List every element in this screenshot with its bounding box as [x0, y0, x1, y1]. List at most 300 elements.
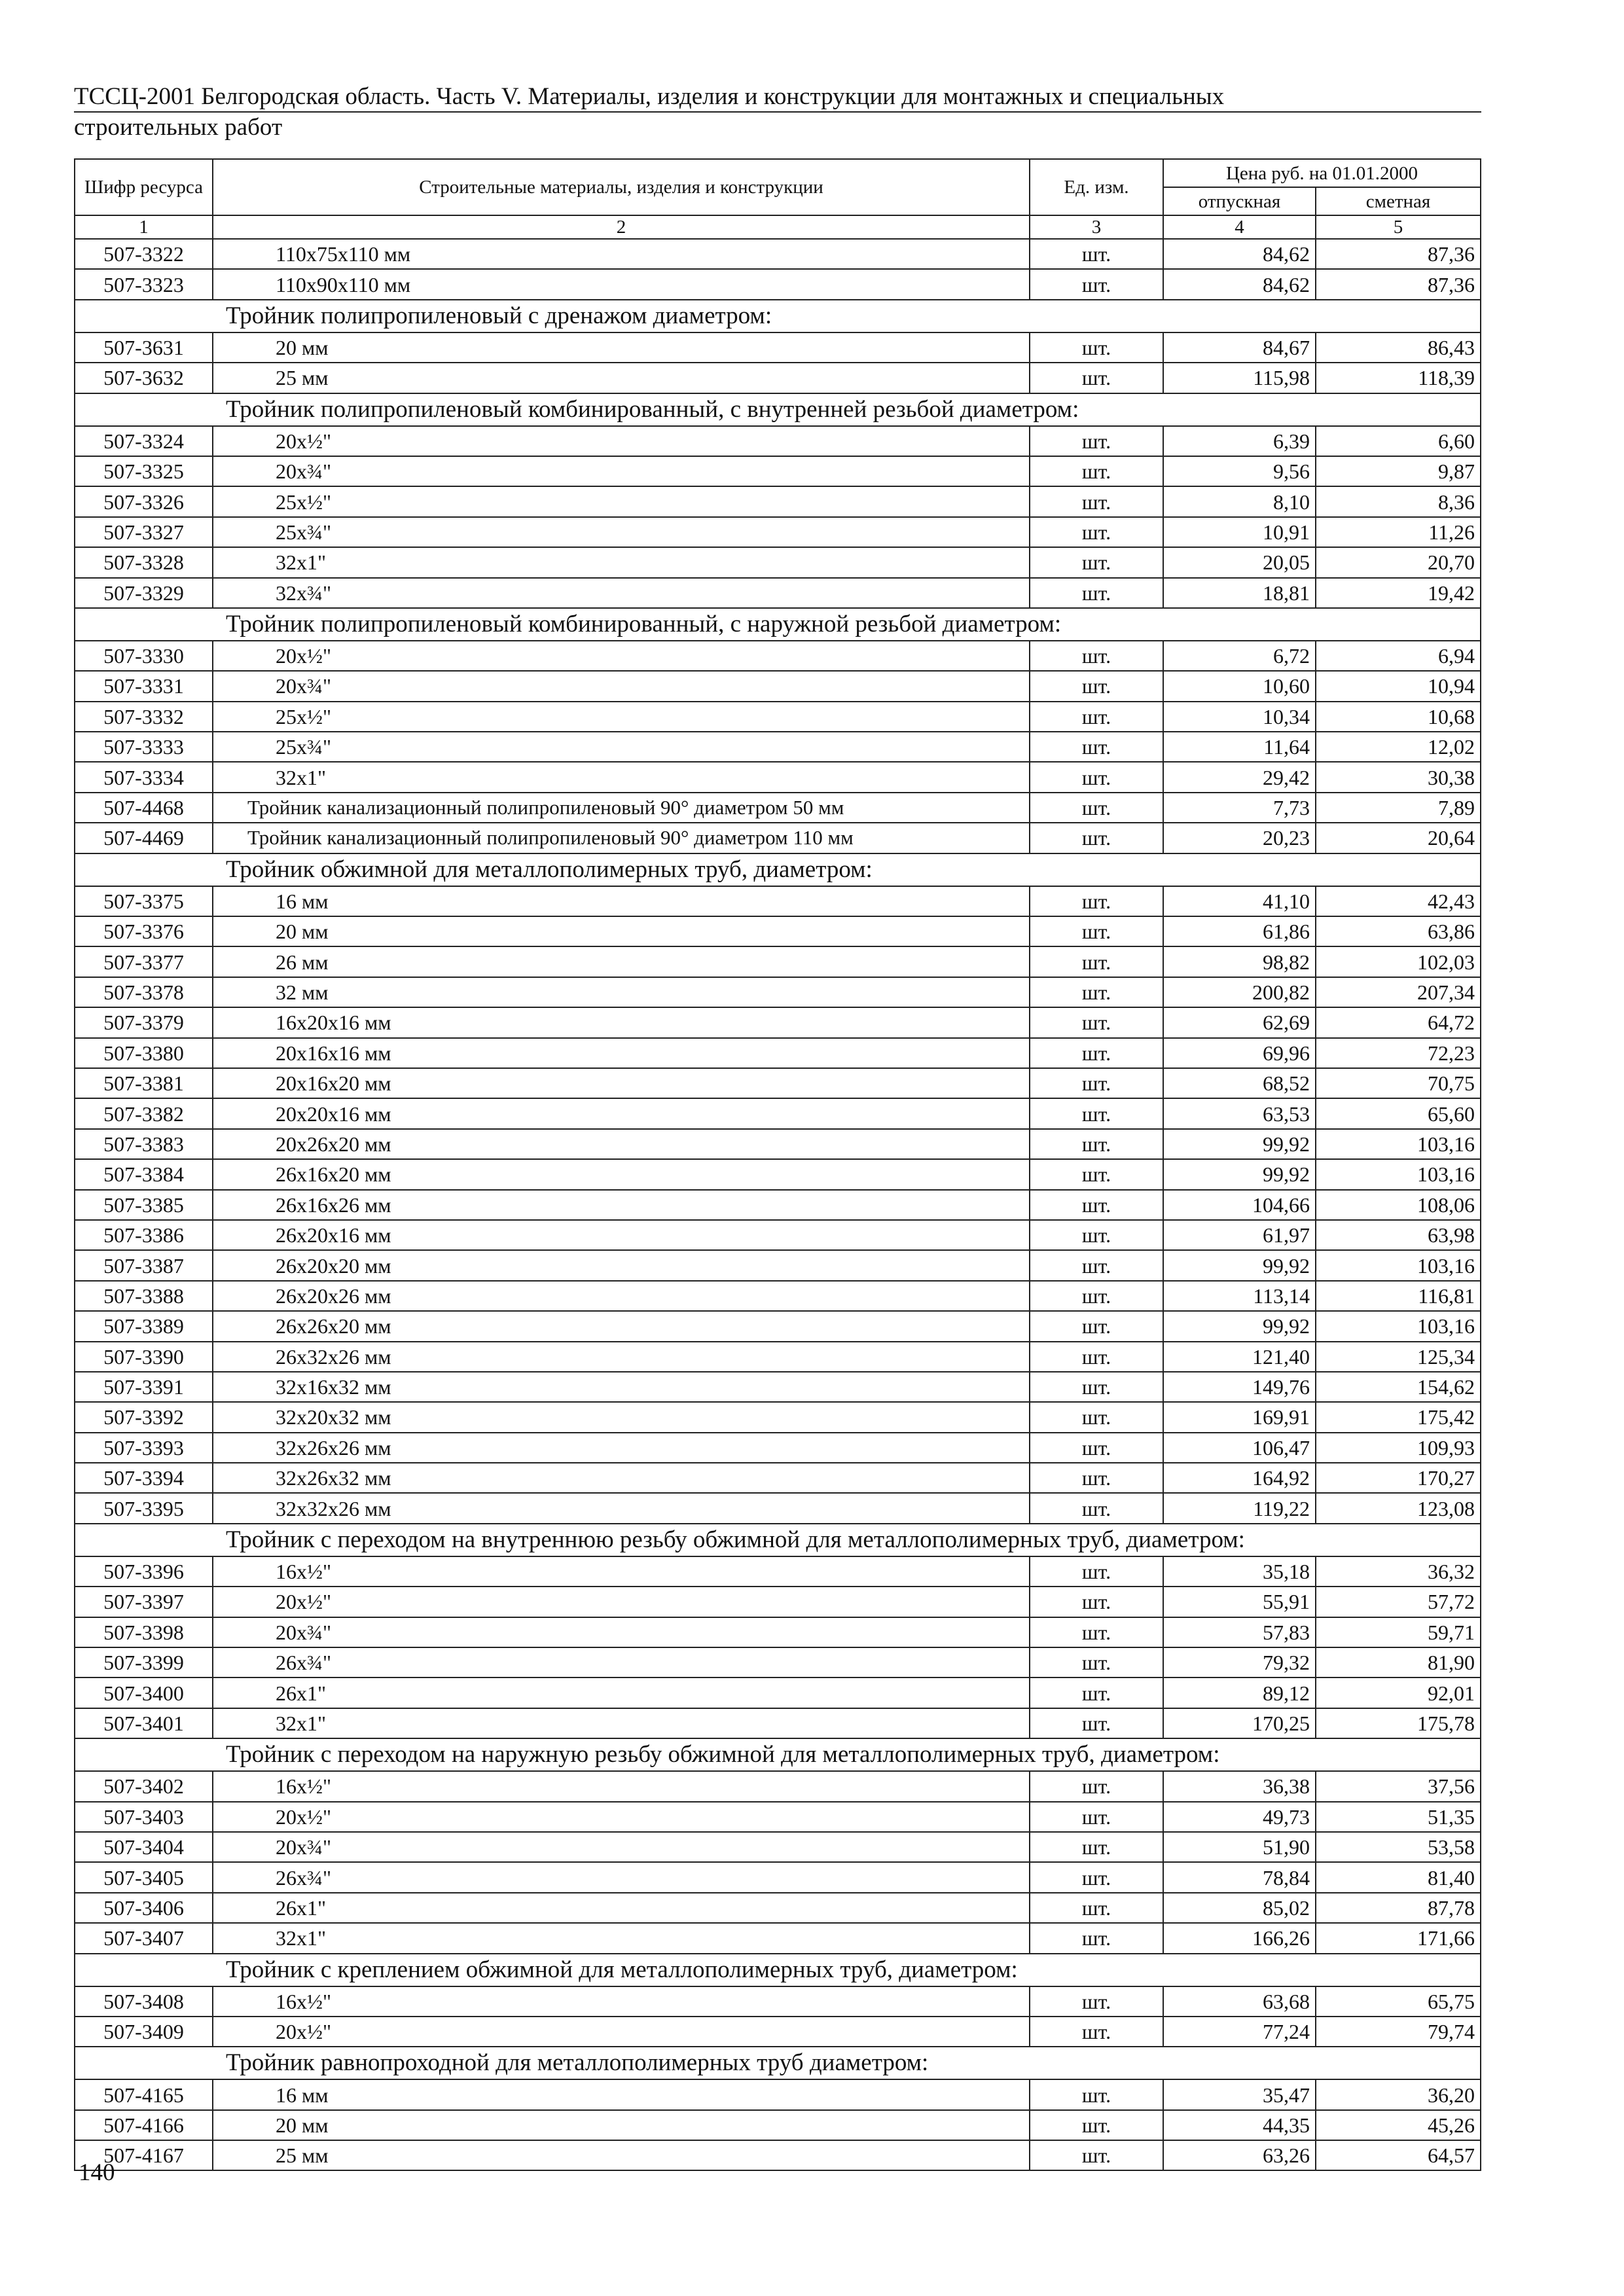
material-name: 20 мм [213, 2110, 1030, 2140]
table-row [75, 823, 1481, 853]
resource-code: 507-3322 [75, 239, 213, 269]
material-name: 20х½" [213, 1587, 1030, 1617]
release-price: 7,73 [1163, 793, 1316, 823]
material-name: 25х½" [213, 486, 1030, 516]
release-price: 63,68 [1163, 1986, 1316, 2017]
document-title [74, 83, 1481, 141]
table-row [75, 1647, 1481, 1677]
header-estimate-price: сметная [1316, 187, 1481, 215]
material-name: 20х16х16 мм [213, 1038, 1030, 1068]
estimate-price: 57,72 [1316, 1587, 1481, 1617]
section-heading-row [75, 300, 1481, 332]
unit-of-measure: шт. [1030, 578, 1163, 608]
resource-code: 507-3330 [75, 641, 213, 671]
unit-of-measure: шт. [1030, 1129, 1163, 1159]
estimate-price: 72,23 [1316, 1038, 1481, 1068]
resource-code: 507-3376 [75, 916, 213, 946]
table-row [75, 426, 1481, 456]
unit-of-measure: шт. [1030, 426, 1163, 456]
material-name: 26х32х26 мм [213, 1342, 1030, 1372]
section-heading-row [75, 608, 1481, 641]
material-name: 26х1" [213, 1893, 1030, 1923]
unit-of-measure: шт. [1030, 1038, 1163, 1068]
section-heading: Тройник с переходом на внутреннюю резьбу обжимной для металлополимерных труб, диаметром: [75, 1524, 1481, 1556]
release-price: 99,92 [1163, 1250, 1316, 1280]
material-name: 32х26х26 мм [213, 1433, 1030, 1463]
material-name: 25х¾" [213, 732, 1030, 762]
estimate-price: 170,27 [1316, 1463, 1481, 1493]
material-name: 20х½" [213, 1802, 1030, 1832]
table-row [75, 2110, 1481, 2140]
unit-of-measure: шт. [1030, 2110, 1163, 2140]
table-row [75, 578, 1481, 608]
estimate-price: 70,75 [1316, 1068, 1481, 1098]
release-price: 18,81 [1163, 578, 1316, 608]
table-row [75, 641, 1481, 671]
release-price: 61,97 [1163, 1220, 1316, 1250]
release-price: 78,84 [1163, 1862, 1316, 1892]
col-number: 3 [1030, 215, 1163, 239]
resource-code: 507-3332 [75, 702, 213, 732]
resource-code: 507-3400 [75, 1677, 213, 1708]
price-table [74, 158, 1481, 2171]
unit-of-measure: шт. [1030, 762, 1163, 792]
table-row [75, 1311, 1481, 1341]
page-number: 140 [79, 2159, 115, 2186]
release-price: 106,47 [1163, 1433, 1316, 1463]
estimate-price: 103,16 [1316, 1250, 1481, 1280]
table-row [75, 517, 1481, 547]
estimate-price: 63,98 [1316, 1220, 1481, 1250]
table-row [75, 2017, 1481, 2047]
resource-code: 507-4468 [75, 793, 213, 823]
estimate-price: 42,43 [1316, 886, 1481, 916]
resource-code: 507-3384 [75, 1159, 213, 1189]
release-price: 51,90 [1163, 1832, 1316, 1862]
release-price: 99,92 [1163, 1159, 1316, 1189]
material-name: 16х20х16 мм [213, 1007, 1030, 1037]
estimate-price: 65,75 [1316, 1986, 1481, 2017]
estimate-price: 87,36 [1316, 239, 1481, 269]
resource-code: 507-3379 [75, 1007, 213, 1037]
release-price: 84,62 [1163, 269, 1316, 299]
table-row [75, 1159, 1481, 1189]
col-number: 4 [1163, 215, 1316, 239]
estimate-price: 125,34 [1316, 1342, 1481, 1372]
estimate-price: 12,02 [1316, 732, 1481, 762]
unit-of-measure: шт. [1030, 1677, 1163, 1708]
estimate-price: 79,74 [1316, 2017, 1481, 2047]
estimate-price: 45,26 [1316, 2110, 1481, 2140]
section-heading: Тройник равнопроходной для металлополимерных труб диаметром: [75, 2047, 1481, 2079]
estimate-price: 64,72 [1316, 1007, 1481, 1037]
release-price: 85,02 [1163, 1893, 1316, 1923]
resource-code: 507-3331 [75, 671, 213, 701]
material-name: 16 мм [213, 886, 1030, 916]
material-name: 110х90х110 мм [213, 269, 1030, 299]
unit-of-measure: шт. [1030, 363, 1163, 393]
unit-of-measure: шт. [1030, 1402, 1163, 1432]
unit-of-measure: шт. [1030, 2079, 1163, 2109]
unit-of-measure: шт. [1030, 886, 1163, 916]
table-row [75, 1220, 1481, 1250]
estimate-price: 64,57 [1316, 2140, 1481, 2170]
resource-code: 507-3323 [75, 269, 213, 299]
material-name: 26х20х20 мм [213, 1250, 1030, 1280]
section-heading-row [75, 1524, 1481, 1556]
resource-code: 507-3396 [75, 1556, 213, 1587]
release-price: 9,56 [1163, 456, 1316, 486]
title-line-2: строительных работ [74, 114, 283, 141]
estimate-price: 175,42 [1316, 1402, 1481, 1432]
unit-of-measure: шт. [1030, 1893, 1163, 1923]
material-name: 26х1" [213, 1677, 1030, 1708]
table-row [75, 1986, 1481, 2017]
release-price: 89,12 [1163, 1677, 1316, 1708]
table-row [75, 486, 1481, 516]
release-price: 69,96 [1163, 1038, 1316, 1068]
table-row [75, 702, 1481, 732]
unit-of-measure: шт. [1030, 517, 1163, 547]
header-price: Цена руб. на 01.01.2000 [1163, 159, 1481, 187]
release-price: 20,23 [1163, 823, 1316, 853]
unit-of-measure: шт. [1030, 671, 1163, 701]
resource-code: 507-3378 [75, 977, 213, 1007]
estimate-price: 118,39 [1316, 363, 1481, 393]
release-price: 10,60 [1163, 671, 1316, 701]
estimate-price: 8,36 [1316, 486, 1481, 516]
table-row [75, 1556, 1481, 1587]
material-name: 20х20х16 мм [213, 1098, 1030, 1128]
resource-code: 507-3380 [75, 1038, 213, 1068]
header-code: Шифр ресурса [75, 159, 213, 215]
material-name: 32х26х32 мм [213, 1463, 1030, 1493]
resource-code: 507-3398 [75, 1617, 213, 1647]
table-row [75, 1007, 1481, 1037]
unit-of-measure: шт. [1030, 1250, 1163, 1280]
resource-code: 507-3390 [75, 1342, 213, 1372]
estimate-price: 37,56 [1316, 1771, 1481, 1801]
unit-of-measure: шт. [1030, 946, 1163, 977]
estimate-price: 154,62 [1316, 1372, 1481, 1402]
release-price: 169,91 [1163, 1402, 1316, 1432]
release-price: 98,82 [1163, 946, 1316, 977]
release-price: 6,39 [1163, 426, 1316, 456]
estimate-price: 108,06 [1316, 1190, 1481, 1220]
unit-of-measure: шт. [1030, 977, 1163, 1007]
table-row [75, 793, 1481, 823]
resource-code: 507-3409 [75, 2017, 213, 2047]
unit-of-measure: шт. [1030, 547, 1163, 577]
section-heading: Тройник полипропиленовый с дренажом диаметром: [75, 300, 1481, 332]
release-price: 62,69 [1163, 1007, 1316, 1037]
table-row [75, 456, 1481, 486]
table-row [75, 1771, 1481, 1801]
estimate-price: 207,34 [1316, 977, 1481, 1007]
resource-code: 507-3386 [75, 1220, 213, 1250]
resource-code: 507-4167 [75, 2140, 213, 2170]
material-name: 26 мм [213, 946, 1030, 977]
unit-of-measure: шт. [1030, 486, 1163, 516]
resource-code: 507-3402 [75, 1771, 213, 1801]
unit-of-measure: шт. [1030, 2017, 1163, 2047]
table-row [75, 1190, 1481, 1220]
resource-code: 507-3388 [75, 1281, 213, 1311]
material-name: 20х½" [213, 2017, 1030, 2047]
unit-of-measure: шт. [1030, 1098, 1163, 1128]
resource-code: 507-3407 [75, 1923, 213, 1953]
release-price: 149,76 [1163, 1372, 1316, 1402]
material-name: 32х1" [213, 547, 1030, 577]
release-price: 8,10 [1163, 486, 1316, 516]
estimate-price: 30,38 [1316, 762, 1481, 792]
unit-of-measure: шт. [1030, 702, 1163, 732]
estimate-price: 109,93 [1316, 1433, 1481, 1463]
estimate-price: 86,43 [1316, 332, 1481, 363]
material-name: 32х1" [213, 1708, 1030, 1738]
estimate-price: 81,90 [1316, 1647, 1481, 1677]
estimate-price: 87,78 [1316, 1893, 1481, 1923]
table-row [75, 886, 1481, 916]
material-name: 32х1" [213, 762, 1030, 792]
table-row [75, 1372, 1481, 1402]
unit-of-measure: шт. [1030, 1647, 1163, 1677]
resource-code: 507-3324 [75, 426, 213, 456]
release-price: 11,64 [1163, 732, 1316, 762]
release-price: 6,72 [1163, 641, 1316, 671]
estimate-price: 103,16 [1316, 1311, 1481, 1341]
release-price: 49,73 [1163, 1802, 1316, 1832]
resource-code: 507-4165 [75, 2079, 213, 2109]
unit-of-measure: шт. [1030, 1802, 1163, 1832]
unit-of-measure: шт. [1030, 456, 1163, 486]
estimate-price: 59,71 [1316, 1617, 1481, 1647]
resource-code: 507-3406 [75, 1893, 213, 1923]
release-price: 170,25 [1163, 1708, 1316, 1738]
table-row [75, 269, 1481, 299]
material-name: 20х16х20 мм [213, 1068, 1030, 1098]
unit-of-measure: шт. [1030, 823, 1163, 853]
resource-code: 507-3389 [75, 1311, 213, 1341]
resource-code: 507-3399 [75, 1647, 213, 1677]
release-price: 121,40 [1163, 1342, 1316, 1372]
estimate-price: 171,66 [1316, 1923, 1481, 1953]
estimate-price: 36,20 [1316, 2079, 1481, 2109]
unit-of-measure: шт. [1030, 732, 1163, 762]
material-name: 20х½" [213, 426, 1030, 456]
col-number: 5 [1316, 215, 1481, 239]
estimate-price: 123,08 [1316, 1493, 1481, 1523]
material-name: 20х¾" [213, 671, 1030, 701]
unit-of-measure: шт. [1030, 1708, 1163, 1738]
release-price: 61,86 [1163, 916, 1316, 946]
estimate-price: 87,36 [1316, 269, 1481, 299]
table-row [75, 1923, 1481, 1953]
unit-of-measure: шт. [1030, 1190, 1163, 1220]
release-price: 99,92 [1163, 1311, 1316, 1341]
section-heading-row [75, 2047, 1481, 2079]
table-row [75, 2140, 1481, 2170]
release-price: 63,26 [1163, 2140, 1316, 2170]
resource-code: 507-3329 [75, 578, 213, 608]
material-name: 32х20х32 мм [213, 1402, 1030, 1432]
estimate-price: 175,78 [1316, 1708, 1481, 1738]
estimate-price: 103,16 [1316, 1129, 1481, 1159]
table-row [75, 946, 1481, 977]
col-number: 2 [213, 215, 1030, 239]
resource-code: 507-3397 [75, 1587, 213, 1617]
estimate-price: 53,58 [1316, 1832, 1481, 1862]
section-heading-row [75, 1738, 1481, 1771]
resource-code: 507-3381 [75, 1068, 213, 1098]
unit-of-measure: шт. [1030, 1493, 1163, 1523]
table-row [75, 1893, 1481, 1923]
release-price: 10,34 [1163, 702, 1316, 732]
section-heading: Тройник с переходом на наружную резьбу обжимной для металлополимерных труб, диаметром: [75, 1738, 1481, 1771]
table-row [75, 1038, 1481, 1068]
table-row [75, 1098, 1481, 1128]
table-row [75, 1617, 1481, 1647]
table-row [75, 1493, 1481, 1523]
unit-of-measure: шт. [1030, 1832, 1163, 1862]
unit-of-measure: шт. [1030, 1220, 1163, 1250]
material-name: 16х½" [213, 1771, 1030, 1801]
material-name: 26х20х26 мм [213, 1281, 1030, 1311]
estimate-price: 103,16 [1316, 1159, 1481, 1189]
resource-code: 507-3408 [75, 1986, 213, 2017]
table-row [75, 671, 1481, 701]
estimate-price: 51,35 [1316, 1802, 1481, 1832]
unit-of-measure: шт. [1030, 1771, 1163, 1801]
resource-code: 507-3401 [75, 1708, 213, 1738]
material-name: 16 мм [213, 2079, 1030, 2109]
material-name: 26х16х20 мм [213, 1159, 1030, 1189]
estimate-price: 11,26 [1316, 517, 1481, 547]
release-price: 44,35 [1163, 2110, 1316, 2140]
release-price: 113,14 [1163, 1281, 1316, 1311]
section-heading-row [75, 393, 1481, 426]
resource-code: 507-3632 [75, 363, 213, 393]
unit-of-measure: шт. [1030, 1311, 1163, 1341]
material-name: 20 мм [213, 916, 1030, 946]
resource-code: 507-3327 [75, 517, 213, 547]
resource-code: 507-3393 [75, 1433, 213, 1463]
table-row [75, 1463, 1481, 1493]
release-price: 29,42 [1163, 762, 1316, 792]
material-name: 26х¾" [213, 1862, 1030, 1892]
table-row [75, 732, 1481, 762]
resource-code: 507-3382 [75, 1098, 213, 1128]
release-price: 84,62 [1163, 239, 1316, 269]
resource-code: 507-3395 [75, 1493, 213, 1523]
table-row [75, 1832, 1481, 1862]
resource-code: 507-3392 [75, 1402, 213, 1432]
unit-of-measure: шт. [1030, 1342, 1163, 1372]
material-name: 32х32х26 мм [213, 1493, 1030, 1523]
release-price: 166,26 [1163, 1923, 1316, 1953]
estimate-price: 20,64 [1316, 823, 1481, 853]
unit-of-measure: шт. [1030, 239, 1163, 269]
release-price: 35,47 [1163, 2079, 1316, 2109]
resource-code: 507-3405 [75, 1862, 213, 1892]
col-number: 1 [75, 215, 213, 239]
unit-of-measure: шт. [1030, 2140, 1163, 2170]
material-name: 25 мм [213, 363, 1030, 393]
resource-code: 507-3403 [75, 1802, 213, 1832]
release-price: 36,38 [1163, 1771, 1316, 1801]
section-heading: Тройник полипропиленовый комбинированный, с наружной резьбой диаметром: [75, 608, 1481, 641]
release-price: 79,32 [1163, 1647, 1316, 1677]
unit-of-measure: шт. [1030, 1556, 1163, 1587]
section-heading: Тройник обжимной для металлополимерных труб, диаметром: [75, 853, 1481, 886]
resource-code: 507-3328 [75, 547, 213, 577]
header-unit: Ед. изм. [1030, 159, 1163, 215]
estimate-price: 7,89 [1316, 793, 1481, 823]
resource-code: 507-3383 [75, 1129, 213, 1159]
material-name: 20х¾" [213, 1832, 1030, 1862]
material-name: 25х¾" [213, 517, 1030, 547]
table-row [75, 762, 1481, 792]
table-row [75, 332, 1481, 363]
material-name: 32х1" [213, 1923, 1030, 1953]
material-name: 32 мм [213, 977, 1030, 1007]
estimate-price: 20,70 [1316, 547, 1481, 577]
estimate-price: 116,81 [1316, 1281, 1481, 1311]
section-heading-row [75, 1954, 1481, 1986]
resource-code: 507-3375 [75, 886, 213, 916]
resource-code: 507-3631 [75, 332, 213, 363]
table-row [75, 1402, 1481, 1432]
table-row [75, 1587, 1481, 1617]
unit-of-measure: шт. [1030, 916, 1163, 946]
unit-of-measure: шт. [1030, 332, 1163, 363]
header-release-price: отпускная [1163, 187, 1316, 215]
material-name: 20х½" [213, 641, 1030, 671]
release-price: 104,66 [1163, 1190, 1316, 1220]
estimate-price: 6,60 [1316, 426, 1481, 456]
release-price: 35,18 [1163, 1556, 1316, 1587]
material-name: 25 мм [213, 2140, 1030, 2170]
unit-of-measure: шт. [1030, 1433, 1163, 1463]
unit-of-measure: шт. [1030, 1463, 1163, 1493]
table-row [75, 916, 1481, 946]
table-row [75, 1281, 1481, 1311]
resource-code: 507-3387 [75, 1250, 213, 1280]
unit-of-measure: шт. [1030, 1159, 1163, 1189]
table-row [75, 1342, 1481, 1372]
section-heading: Тройник полипропиленовый комбинированный, с внутренней резьбой диаметром: [75, 393, 1481, 426]
material-name: 110х75х110 мм [213, 239, 1030, 269]
estimate-price: 102,03 [1316, 946, 1481, 977]
release-price: 77,24 [1163, 2017, 1316, 2047]
estimate-price: 63,86 [1316, 916, 1481, 946]
unit-of-measure: шт. [1030, 1007, 1163, 1037]
table-row [75, 1250, 1481, 1280]
unit-of-measure: шт. [1030, 1923, 1163, 1953]
table-row [75, 1862, 1481, 1892]
table-row [75, 1068, 1481, 1098]
estimate-price: 92,01 [1316, 1677, 1481, 1708]
resource-code: 507-3333 [75, 732, 213, 762]
material-name: 20х¾" [213, 456, 1030, 486]
unit-of-measure: шт. [1030, 793, 1163, 823]
material-name: 26х¾" [213, 1647, 1030, 1677]
unit-of-measure: шт. [1030, 1862, 1163, 1892]
resource-code: 507-4469 [75, 823, 213, 853]
estimate-price: 65,60 [1316, 1098, 1481, 1128]
table-row [75, 2079, 1481, 2109]
material-name: 32х¾" [213, 578, 1030, 608]
